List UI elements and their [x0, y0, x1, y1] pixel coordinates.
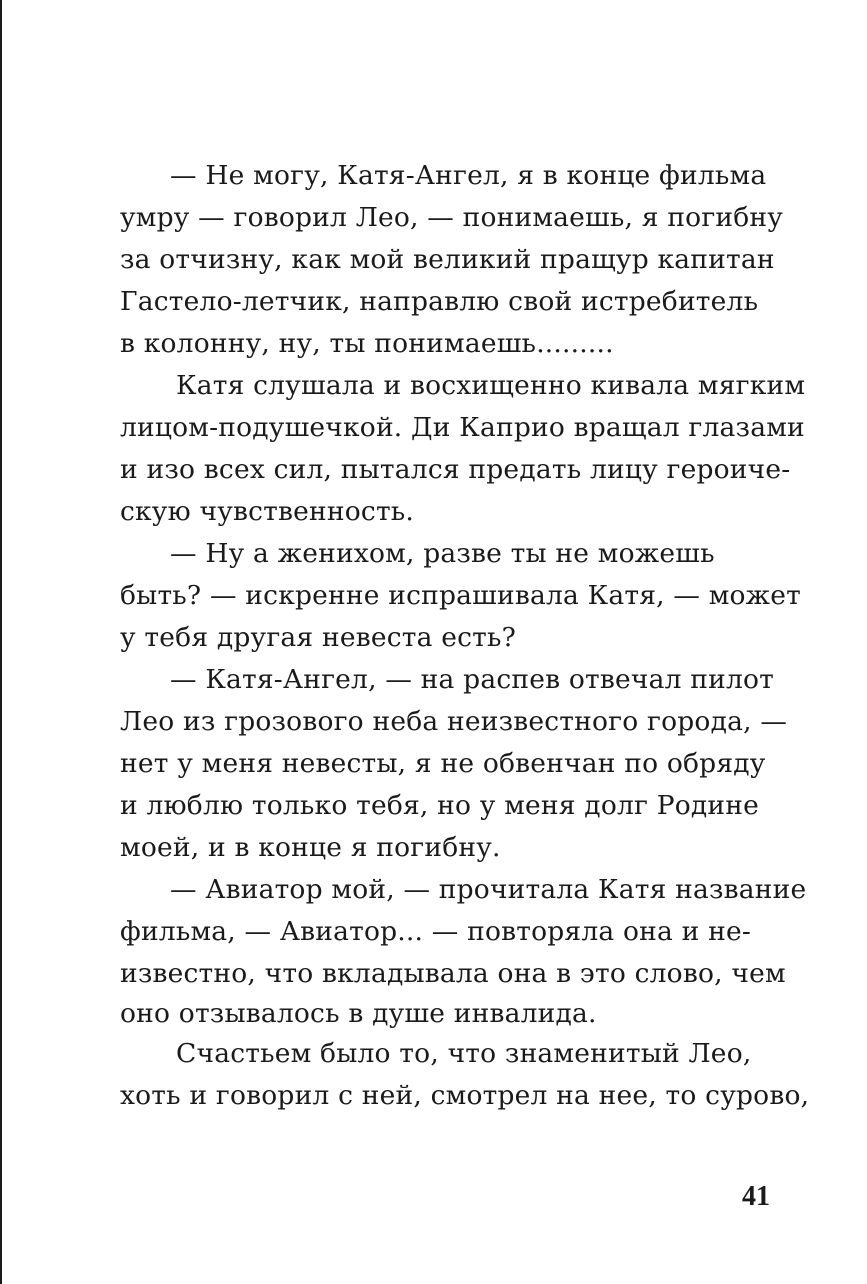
- text-line: лицом-подушечкой. Ди Каприо вращал глазами: [120, 412, 805, 443]
- text-line: нет у меня невесты, я не обвенчан по обряду: [120, 748, 766, 779]
- text-line: — Авиатор мой, — прочитала Катя название: [170, 874, 807, 905]
- text-line: в колонну, ну, ты понимаешь.........: [120, 328, 614, 359]
- text-line: — Катя-Ангел, — на распев отвечал пилот: [170, 664, 775, 695]
- text-line: Счастьем было то, что знаменитый Лео,: [176, 1038, 752, 1069]
- text-line: известно, что вкладывала она в это слово, чем: [120, 958, 786, 989]
- text-line: оно отзывалось в душе инвалида.: [120, 998, 597, 1029]
- text-line: Катя слушала и восхищенно кивала мягким: [176, 370, 806, 401]
- text-line: фильма, — Авиатор... — повторяла она и не-: [120, 916, 752, 947]
- text-line: умру — говорил Лео, — понимаешь, я погибну: [120, 202, 784, 233]
- text-line: моей, и в конце я погибну.: [120, 832, 501, 863]
- text-line: — Ну а женихом, разве ты не можешь: [170, 538, 715, 569]
- text-line: быть? — искренне испрашивала Катя, — может: [120, 580, 801, 611]
- text-line: у тебя другая невеста есть?: [120, 622, 517, 653]
- text-line: за отчизну, как мой великий пращур капитан: [120, 244, 775, 275]
- text-line: хоть и говорил с ней, смотрел на нее, то сурово,: [120, 1080, 810, 1111]
- text-line: скую чувственность.: [120, 496, 415, 527]
- text-line: и изо всех сил, пытался предать лицу героиче-: [120, 454, 791, 485]
- text-line: и люблю только тебя, но у меня долг Родине: [120, 790, 760, 821]
- text-line: Гастело-летчик, направлю свой истребитель: [120, 286, 759, 317]
- page-number: 41: [742, 1181, 770, 1212]
- text-line: — Не могу, Катя-Ангел, я в конце фильма: [170, 160, 767, 191]
- text-line: Лео из грозового неба неизвестного города, —: [120, 706, 788, 737]
